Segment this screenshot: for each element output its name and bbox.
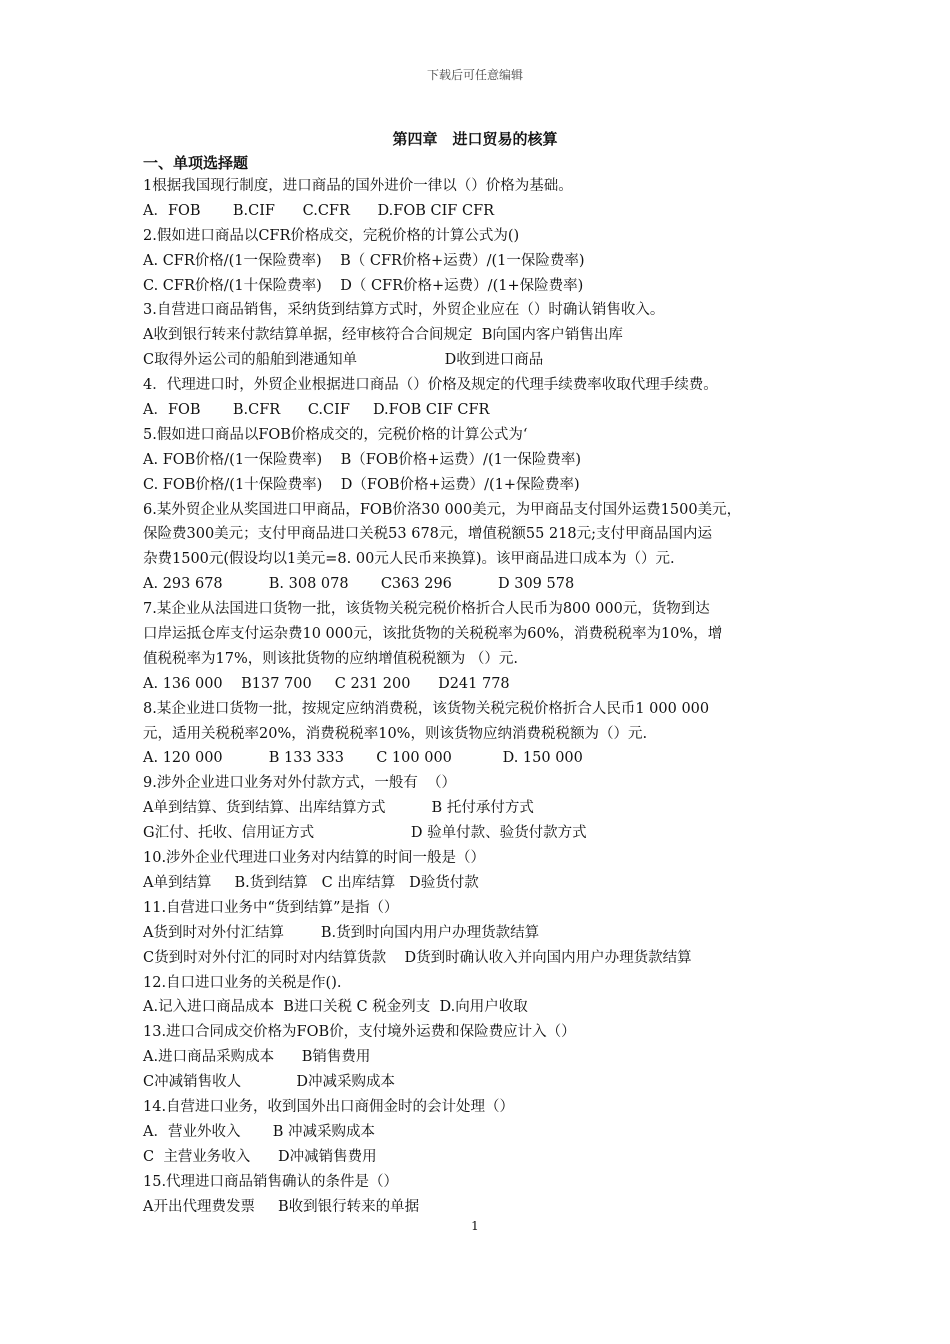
text-line: 12.自口进口业务的关税是作(). xyxy=(143,974,342,991)
text-line: 3.自营进口商品销售，采纳货到结算方式时，外贸企业应在（）时确认销售收入。 xyxy=(143,302,665,319)
text-line: A单到结算、货到结算、出库结算方式 B 托付承付方式 xyxy=(143,800,534,817)
text-line: A. FOB价格/(1一保险费率) B（FOB价格+运费）/(1一保险费率) xyxy=(143,451,581,468)
text-line: A单到结算 B.货到结算 C 出库结算 D验货付款 xyxy=(143,874,479,891)
text-line: 13.进口合同成交价格为FOB价，支付境外运费和保险费应计入（） xyxy=(143,1024,576,1041)
chapter-title: 第四章 进口贸易的核算 xyxy=(392,130,558,148)
text-line: 14.自营进口业务，收到国外出口商佣金时的会计处理（） xyxy=(143,1098,515,1115)
text-line: A收到银行转来付款结算单据，经审核符合合间规定 B向国内客户销售出库 xyxy=(143,327,623,344)
text-line: C. CFR价格/(1十保险费率) D（ CFR价格+运费）/(1+保险费率) xyxy=(143,277,584,294)
text-line: A. 293 678 B. 308 078 C363 296 D 309 578 xyxy=(143,576,575,593)
page-header: 下载后可任意编辑 xyxy=(426,68,523,82)
text-line: 15.代理进口商品销售确认的条件是（） xyxy=(143,1173,399,1190)
text-line: 杂费1500元(假设均以1美元=8. 00元人民币来换算)。该甲商品进口成本为（）元. xyxy=(143,551,675,568)
text-line: A. 136 000 B137 700 C 231 200 D241 778 xyxy=(143,675,510,692)
text-line: A. CFR价格/(1一保险费率) B（ CFR价格+运费）/(1一保险费率) xyxy=(143,252,585,269)
text-line: 6.某外贸企业从奖国进口甲商品，FOB价洛30 000美元，为甲商品支付国外运费1500美元， xyxy=(143,501,742,518)
text-line: 2.假如进口商品以CFR价格成交，完税价格的计算公式为() xyxy=(143,227,520,244)
page-number: 1 xyxy=(471,1219,479,1233)
text-line: A.进口商品采购成本 B销售费用 xyxy=(143,1049,371,1066)
text-line: A．FOB B.CFR C.CIF D.FOB CIF CFR xyxy=(143,402,490,419)
text-line: C货到时对外付汇的同时对内结算货款 D货到时确认收入并向国内用户办理货款结算 xyxy=(143,949,692,966)
text-line: A. 120 000 B 133 333 C 100 000 D. 150 000 xyxy=(143,750,583,767)
text-line: C冲减销售收人 D冲减采购成本 xyxy=(143,1074,396,1091)
question-body xyxy=(143,174,813,1219)
text-line: A货到时对外付汇结算 B.货到时向国内用户办理货款结算 xyxy=(143,924,540,941)
text-line: 口岸运抵仓库支付运杂费10 000元，该批货物的关税税率为60%，消费税税率为10%，增 xyxy=(143,626,723,643)
text-line: A.记入进口商品成本 B进口关税 C 税金列支 D.向用户收取 xyxy=(143,999,528,1016)
text-line: 9.涉外企业进口业务对外付款方式，一般有 （） xyxy=(143,775,457,792)
text-line: 7.某企业从法国进口货物一批，该货物关税完税价格折合人民币为800 000元，货物到达 xyxy=(143,601,710,618)
text-line: G汇付、托收、信用证方式 D 验单付款、验货付款方式 xyxy=(143,825,587,842)
text-line: 4．代理进口时，外贸企业根据进口商品（）价格及规定的代理手续费率收取代理手续费。 xyxy=(143,377,718,394)
text-line: 元，适用关税税率20%，消费税税率10%，则该货物应纳消费税税额为（）元. xyxy=(143,725,648,742)
text-line: C. FOB价格/(1十保险费率) D（FOB价格+运费）/(1+保险费率) xyxy=(143,476,580,493)
text-line: 值税税率为17%，则该批货物的应纳增值税税额为 （）元. xyxy=(143,650,518,667)
section-heading: 一、单项选择题 xyxy=(143,154,249,172)
text-line: 8.某企业进口货物一批，按规定应纳消费税，该货物关税完税价格折合人民币1 000 000 xyxy=(143,700,710,717)
text-line: A．营业外收入 B 冲减采购成本 xyxy=(143,1123,375,1140)
text-line: C 主营业务收入 D冲减销售费用 xyxy=(143,1148,377,1165)
text-line: 10.涉外企业代理进口业务对内结算的时间一般是（） xyxy=(143,850,486,867)
text-line: A开出代理费发票 B收到银行转来的单据 xyxy=(143,1198,420,1215)
text-line: A．FOB B.CIF C.CFR D.FOB CIF CFR xyxy=(143,202,495,219)
text-line: 5.假如进口商品以FOB价格成交的，完税价格的计算公式为‘ xyxy=(143,426,528,443)
text-line: 11.自营进口业务中“货到结算”是指（） xyxy=(143,899,399,916)
text-line: C取得外运公司的船舶到港通知单 D收到进口商品 xyxy=(143,352,544,369)
text-line: 1根据我国现行制度，进口商品的国外进价一律以（）价格为基础。 xyxy=(143,178,573,194)
text-line: 保险费300美元；支付甲商品进口关税53 678元，增值税额55 218元;支付甲商品国内运 xyxy=(143,526,713,543)
